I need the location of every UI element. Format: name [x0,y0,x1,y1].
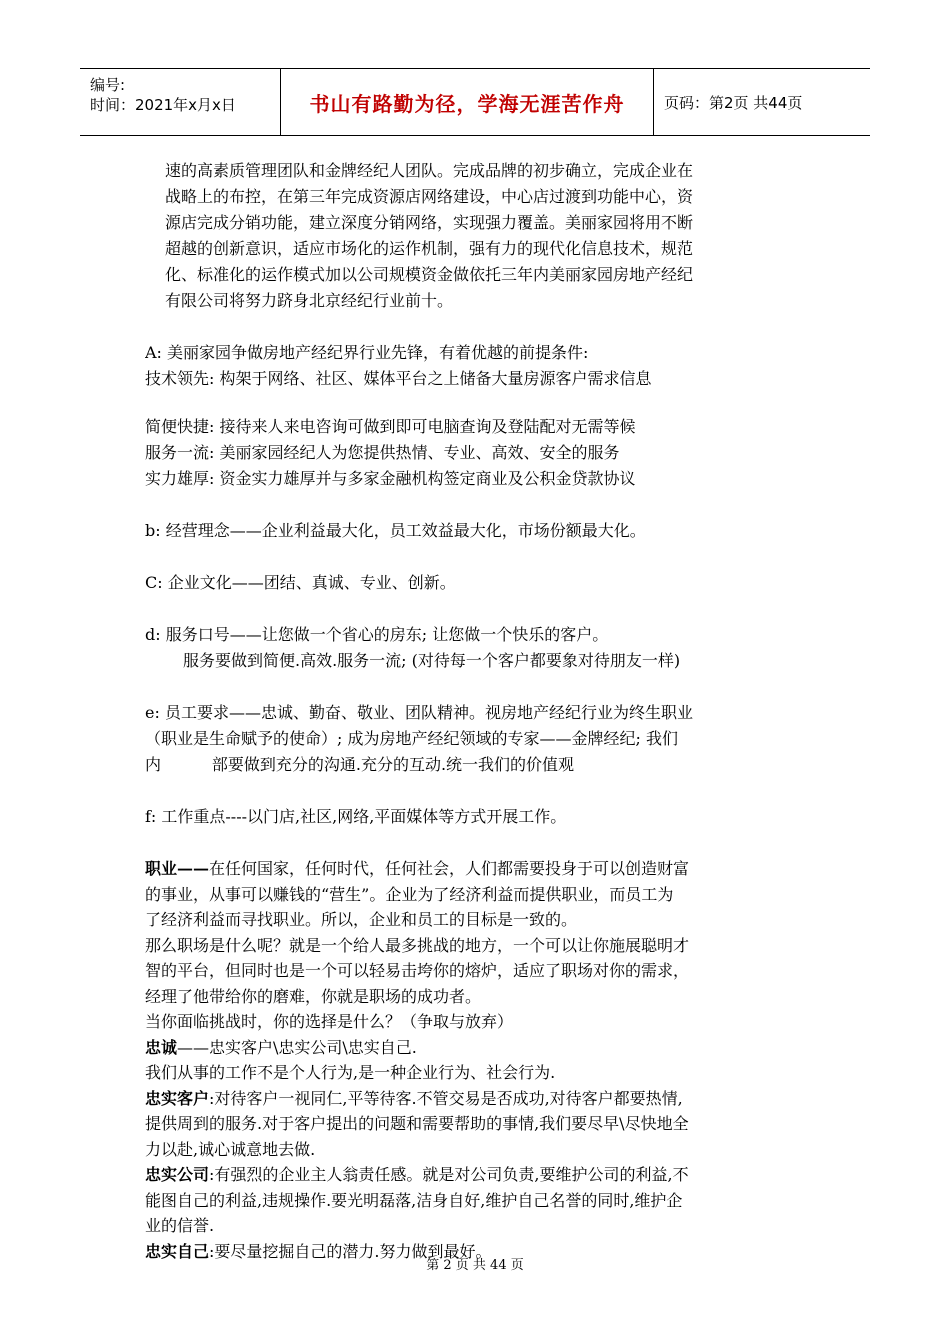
company-loyalty-line: 业的信誉. [145,1216,215,1235]
intro-line: 化、标准化的运作模式加以公司规模资金做依托三年内美丽家园房地产经纪 [165,265,694,284]
career-section [145,856,813,1264]
career-line-text: 在任何国家，任何时代，任何社会，人们都需要投身于可以创造财富 [209,859,690,878]
section-e-line: e: 员工要求——忠诚、勤奋、敬业、团队精神。视房地产经纪行业为终生职业 [145,703,693,722]
document-number-label: 编号: [90,76,126,94]
career-line: 了经济利益而寻找职业。所以，企业和员工的目标是一致的。 [145,910,578,929]
header-page-info: 页码：第2页 共44页 [664,93,803,112]
section-a-item: 实力雄厚: 资金实力雄厚并与多家金融机构签定商业及公积金贷款协议 [145,469,636,488]
page-footer: 第 2 页 共 44 页 [426,1258,524,1273]
section-a-item: 简便快捷: 接待来人来电咨询可做到即可电脑查询及登陆配对无需等候 [145,417,636,436]
page-header [80,68,870,136]
career-title: 职业—— [145,859,210,878]
intro-paragraph [145,158,813,314]
company-loyalty-line [145,1162,813,1188]
career-line: 智的平台，但同时也是一个可以轻易击垮你的熔炉，适应了职场对你的需求， [145,961,690,980]
section-a-item: 技术领先: 构架于网络、社区、媒体平台之上储备大量房源客户需求信息 [145,369,652,388]
section-c-line: C: 企业文化——团结、真诚、专业、创新。 [145,573,456,592]
loyalty-title: 忠诚 [145,1037,178,1057]
spacer [145,544,813,570]
section-a-item: 服务一流: 美丽家园经纪人为您提供热情、专业、高效、安全的服务 [145,443,620,462]
career-line [145,856,813,882]
spacer [145,596,813,622]
section-e-line: （职业是生命赋予的使命）; 成为房地产经纪领域的专家——金牌经纪; 我们 [145,729,678,748]
section-d-line: 服务要做到简便.高效.服务一流; (对待每一个客户都要象对待朋友一样) [183,651,681,670]
career-line: 经理了他带给你的磨难，你就是职场的成功者。 [145,986,482,1006]
intro-line: 源店完成分销功能，建立深度分销网络，实现强力覆盖。美丽家园将用不断 [165,213,694,232]
header-meta [80,69,280,135]
document-body [145,158,813,1264]
intro-line: 超越的创新意识，适应市场化的运作机制，强有力的现代化信息技术，规范 [165,239,694,258]
section-d-line: d: 服务口号——让您做一个省心的房东; 让您做一个快乐的客户。 [145,625,609,644]
client-loyalty-line [145,1086,813,1112]
spacer [145,492,813,518]
self-loyalty-text: :要尽量挖掘自己的潜力.努力做到最好。 [209,1241,492,1261]
header-motto: 书山有路勤为径，学海无涯苦作舟 [280,69,654,135]
intro-line: 速的高素质管理团队和金牌经纪人团队。完成品牌的初步确立，完成企业在 [165,161,694,180]
section-e-line: 内 部要做到充分的沟通.充分的互动.统一我们的价值观 [145,755,575,774]
client-loyalty-text: :对待客户一视同仁,平等待客.不管交易是否成功,对待客户都要热情, [209,1088,683,1108]
spacer [145,778,813,804]
self-loyalty-title: 忠实自己 [145,1241,210,1261]
intro-line: 战略上的布控，在第三年完成资源店网络建设，中心店过渡到功能中心，资 [165,187,694,206]
company-loyalty-line: 能图自己的利益,违规操作.要光明磊落,洁身自好,维护自己名誉的同时,维护企 [145,1190,683,1210]
loyalty-text: ——忠实客户\忠实公司\忠实自己. [177,1037,417,1057]
career-line: 那么职场是什么呢？就是一个给人最多挑战的地方，一个可以让你施展聪明才 [145,935,690,955]
spacer [145,674,813,700]
spacer [145,392,813,414]
client-loyalty-line: 力以赴,诚心诚意地去做. [145,1139,316,1159]
client-loyalty-title: 忠实客户 [145,1088,210,1108]
document-time-label: 时间：2021年x月x日 [90,96,236,114]
section-f-line: f: 工作重点----以门店,社区,网络,平面媒体等方式开展工作。 [145,807,567,826]
section-b-line: b: 经营理念——企业利益最大化，员工效益最大化，市场份额最大化。 [145,521,646,540]
career-line: 的事业，从事可以赚钱的“营生”。企业为了经济利益而提供职业，而员工为 [145,884,674,904]
section-a-title: A: 美丽家园争做房地产经纪界行业先锋，有着优越的前提条件: [145,343,589,362]
spacer [145,314,813,340]
company-loyalty-title: 忠实公司 [145,1165,210,1184]
company-loyalty-text: :有强烈的企业主人翁责任感。就是对公司负责,要维护公司的利益,不 [209,1165,689,1184]
intro-line: 有限公司将努力跻身北京经纪行业前十。 [165,291,454,310]
loyalty-line [145,1035,813,1061]
spacer [145,830,813,856]
career-line: 当你面临挑战时，你的选择是什么？（争取与放弃） [145,1012,514,1031]
loyalty-note: 我们从事的工作不是个人行为,是一种企业行为、社会行为. [145,1063,556,1082]
client-loyalty-line: 提供周到的服务.对于客户提出的问题和需要帮助的事情,我们要尽早\尽快地全 [145,1114,689,1133]
